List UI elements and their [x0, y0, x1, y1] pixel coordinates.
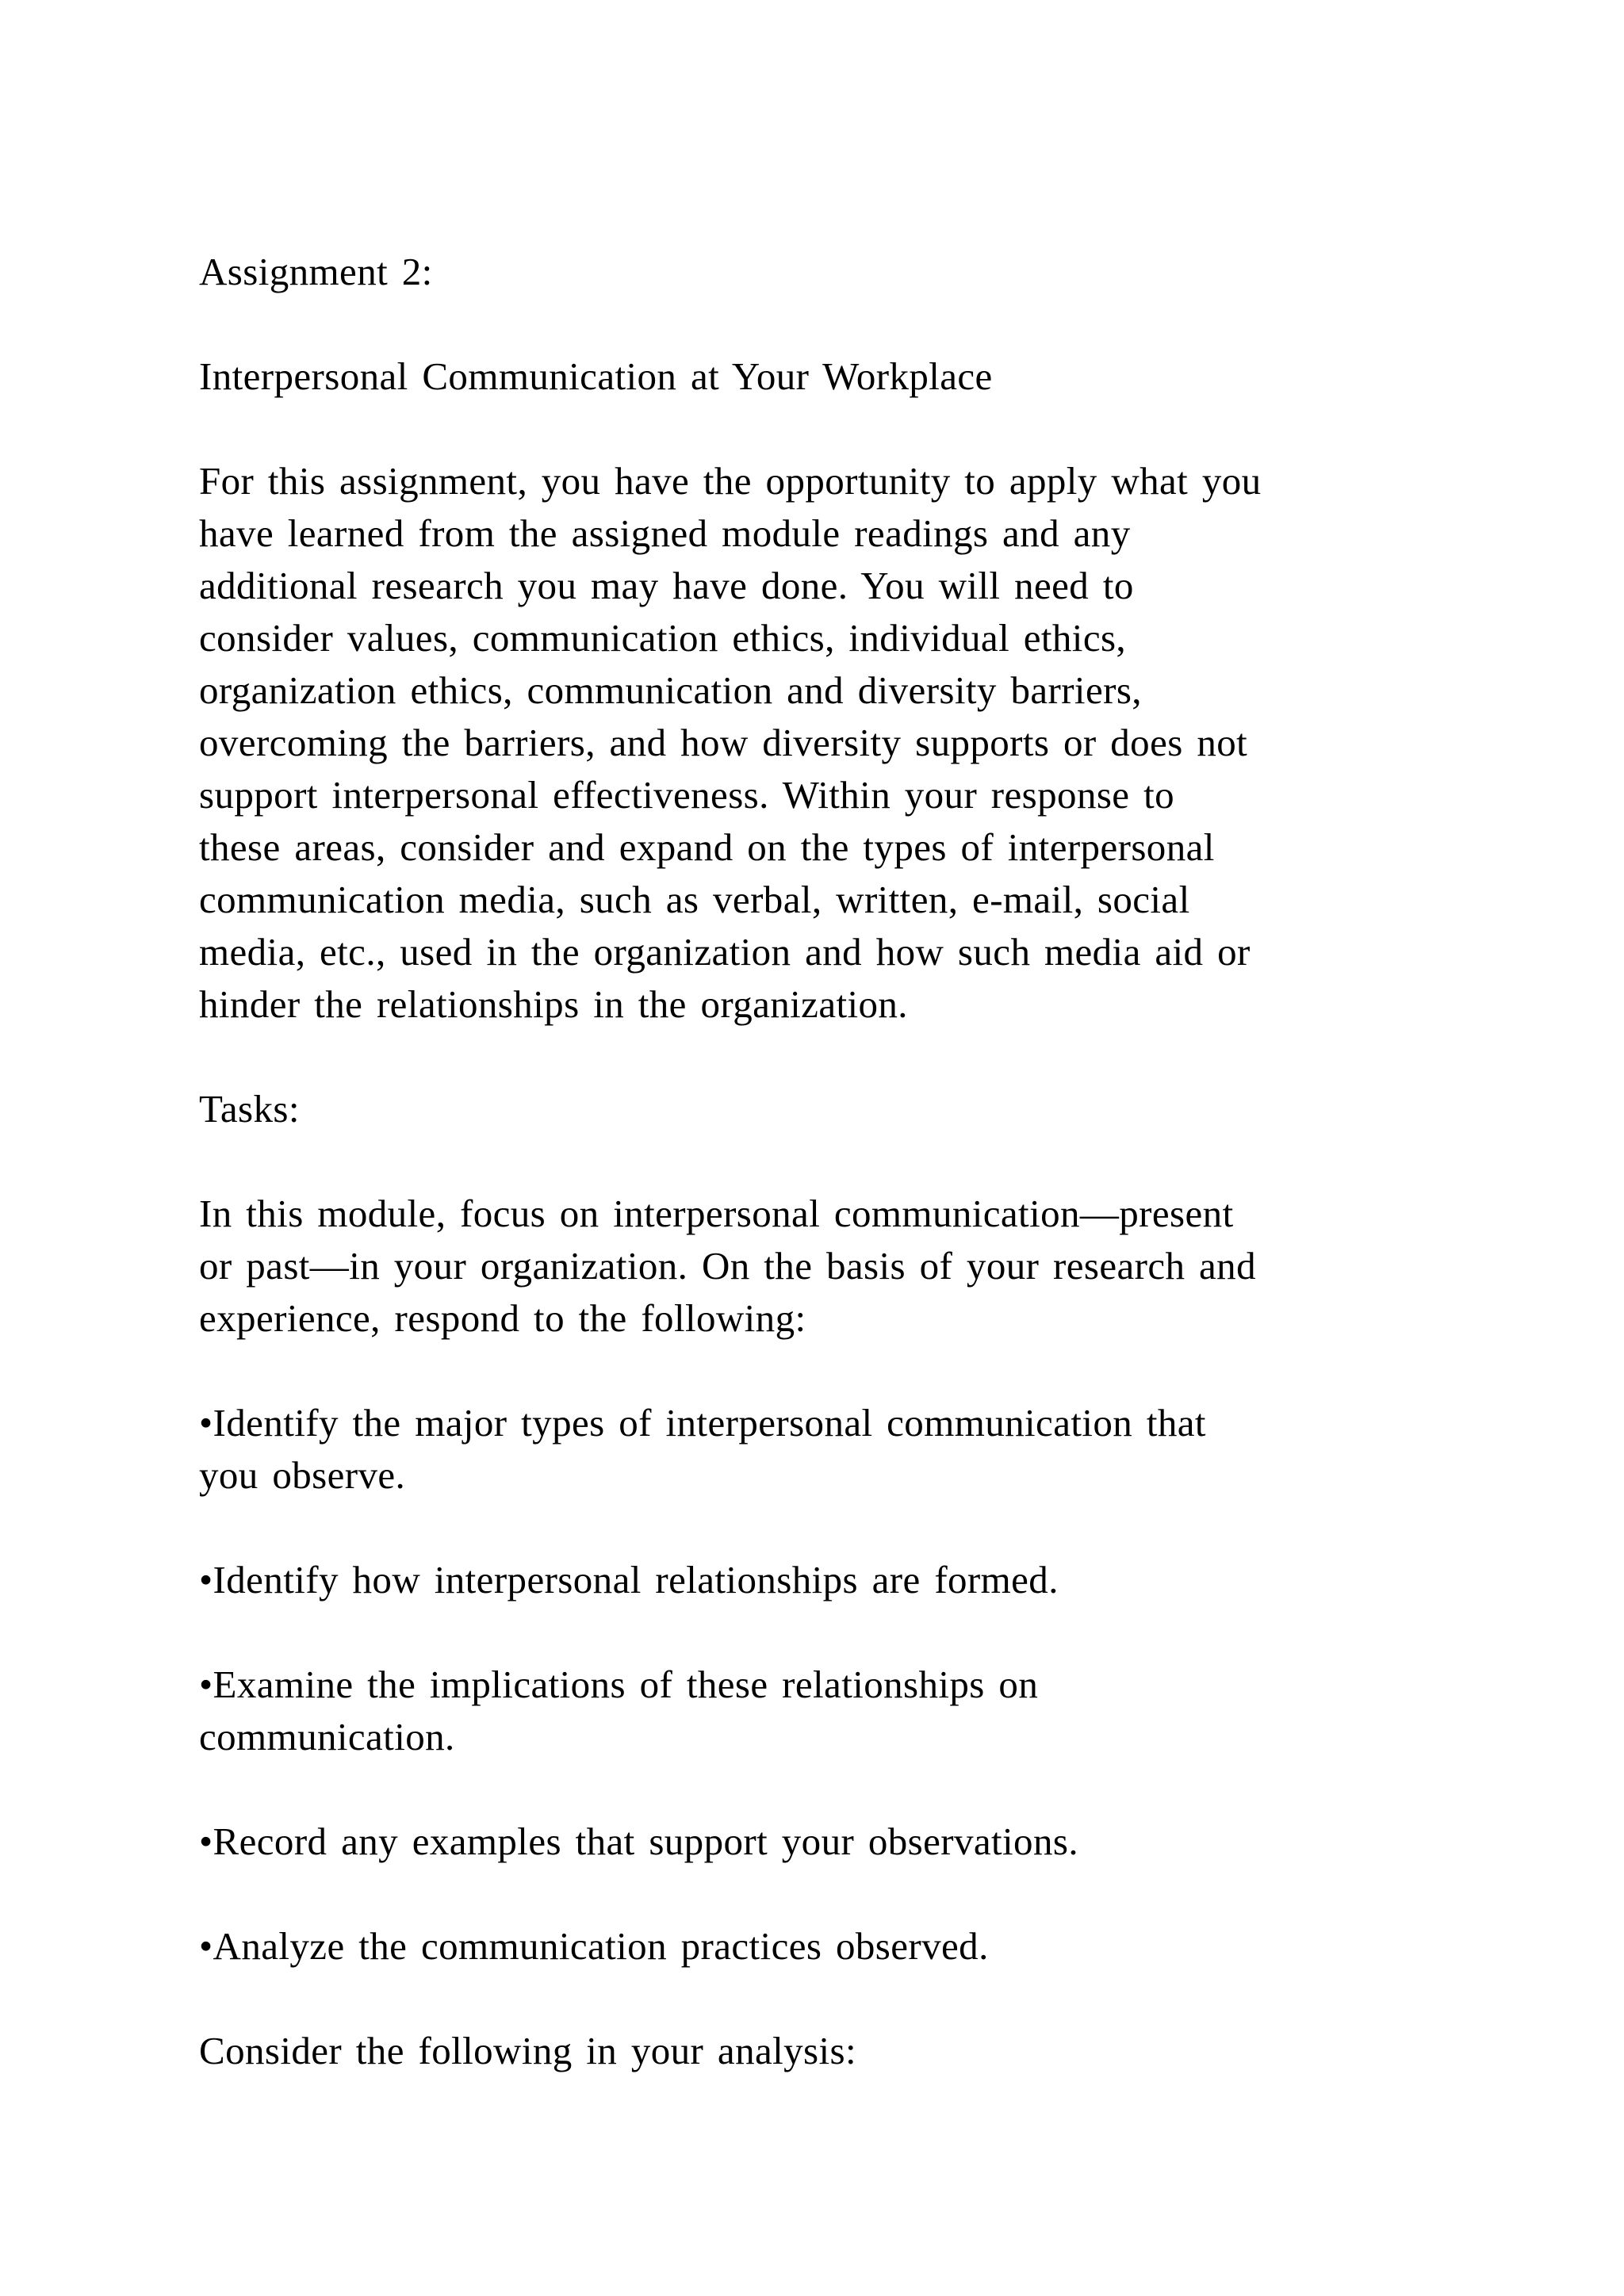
- paragraph-line: experience, respond to the following:: [199, 1296, 806, 1340]
- paragraph-line: media, etc., used in the organization and how such media aid or: [199, 930, 1251, 974]
- spacer: [199, 1135, 1507, 1188]
- bullet-item: [199, 1816, 1507, 1868]
- spacer: [199, 298, 1507, 350]
- bullet-line: •Record any examples that support your observations.: [199, 1820, 1078, 1863]
- spacer: [199, 1973, 1507, 2025]
- bullet-item: [199, 1920, 1507, 1973]
- bullet-item: [199, 1659, 1507, 1763]
- paragraph-line: overcoming the barriers, and how diversity supports or does not: [199, 721, 1248, 764]
- spacer: [199, 1502, 1507, 1554]
- paragraph-line: In this module, focus on interpersonal communication—present: [199, 1192, 1234, 1235]
- paragraph-line: hinder the relationships in the organization.: [199, 982, 908, 1026]
- bullet-line: •Identify the major types of interpersonal communication that: [199, 1401, 1206, 1445]
- paragraph-line: have learned from the assigned module readings and any: [199, 511, 1131, 555]
- assignment-heading: Assignment 2:: [199, 250, 433, 293]
- tasks-heading: Tasks:: [199, 1087, 300, 1131]
- paragraph-line: organization ethics, communication and diversity barriers,: [199, 668, 1142, 712]
- closing-line: Consider the following in your analysis:: [199, 2029, 856, 2072]
- spacer: [199, 403, 1507, 455]
- paragraph-line: additional research you may have done. You will need to: [199, 564, 1134, 607]
- bullet-line: •Examine the implications of these relationships on: [199, 1663, 1039, 1706]
- paragraph-line: communication media, such as verbal, written, e-mail, social: [199, 878, 1190, 921]
- spacer: [199, 1606, 1507, 1659]
- tasks-intro-paragraph: [199, 1188, 1507, 1345]
- spacer: [199, 1345, 1507, 1397]
- bullet-item: [199, 1397, 1507, 1502]
- bullet-line: communication.: [199, 1715, 455, 1758]
- bullet-item: [199, 1554, 1507, 1606]
- assignment-title: Interpersonal Communication at Your Workplace: [199, 354, 993, 398]
- bullet-line: •Identify how interpersonal relationships are formed.: [199, 1558, 1059, 1601]
- spacer: [199, 1763, 1507, 1816]
- bullet-line: •Analyze the communication practices observed.: [199, 1924, 989, 1968]
- paragraph-line: For this assignment, you have the opportunity to apply what you: [199, 459, 1262, 503]
- spacer: [199, 1868, 1507, 1920]
- paragraph-line: support interpersonal effectiveness. Within your response to: [199, 773, 1175, 817]
- bullet-line: you observe.: [199, 1453, 406, 1497]
- paragraph-line: consider values, communication ethics, individual ethics,: [199, 616, 1127, 660]
- paragraph-line: or past—in your organization. On the basis of your research and: [199, 1244, 1256, 1288]
- intro-paragraph: [199, 455, 1507, 1031]
- spacer: [199, 1031, 1507, 1083]
- document-body: [199, 246, 1507, 2077]
- paragraph-line: these areas, consider and expand on the types of interpersonal: [199, 825, 1215, 869]
